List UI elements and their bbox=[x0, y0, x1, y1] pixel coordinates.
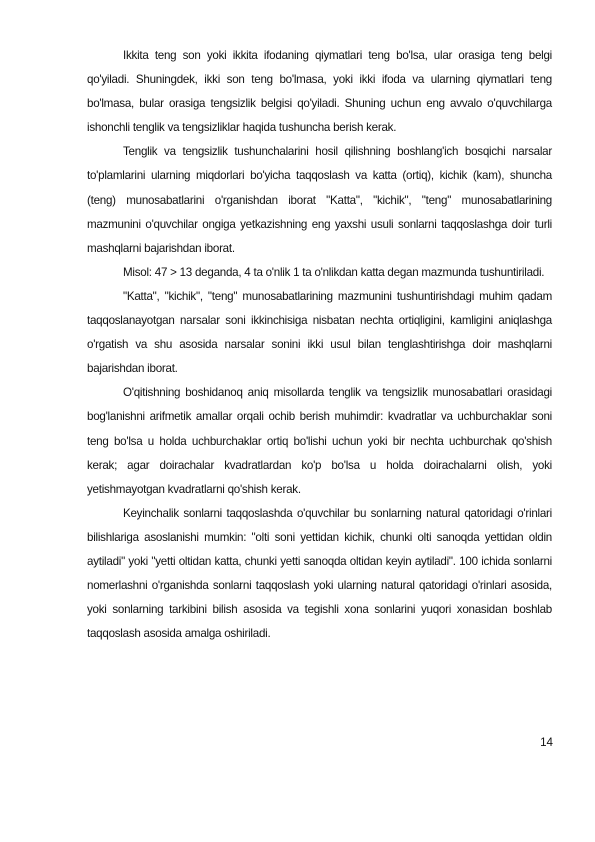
paragraph-4: "Katta", "kichik", "teng" munosabatlarining mazmunini tushuntirishdagi muhim qadam taqqoslanayotgan narsalar soni ikkinchisiga nisbatan nechta ortiqligini, kamligini aniqlashga o'rgatish va shu asosida narsalar sonini ikki usul bilan tenglashtirishga doir mashqlarni bajarishdan iborat. bbox=[87, 289, 552, 376]
paragraph-3: Misol: 47 > 13 deganda, 4 ta o'nlik 1 ta o'nlikdan katta degan mazmunda tushuntiriladi. bbox=[123, 265, 545, 279]
paragraph-1: Ikkita teng son yoki ikkita ifodaning qiymatlari teng bo'lsa, ular orasiga teng belgi qo'yiladi. Shuningdek, ikki son teng bo'lmasa, yoki ikki ifoda va ularning qiymatlari teng bo'lmasa, bular orasiga tengsizlik belgisi qo'yiladi. Shuning uchun eng avvalo o'quvchilarga ishonchli tenglik va tengsizliklar haqida tushuncha berish kerak. bbox=[87, 49, 552, 135]
page-number: 14 bbox=[540, 736, 553, 749]
paragraph-2: Tenglik va tengsizlik tushunchalarini hosil qilishning boshlang'ich bosqichi narsalar to'plamlarini ularning miqdorlari bo'yicha taqqoslash va katta (ortiq), kichik (kam), shuncha (teng) munosabatlarini o'rganishdan iborat "Katta", "kichik", "teng" munosabatlarining mazmunini o'quvchilar ongiga yetkazishning eng yaxshi usuli sonlarni taqqoslashga doir turli mashqlarni bajarishdan iborat. bbox=[87, 145, 552, 255]
page-body bbox=[87, 44, 552, 646]
paragraph-5: O'qitishning boshidanoq aniq misollarda tenglik va tengsizlik munosabatlari orasidagi bog'lanishni arifmetik amallar orqali ochib berish muhimdir: kvadratlar va uchburchaklar soni teng bo'lsa u holda uchburchaklar ortiq bo'lishi uchun yoki bir nechta uchburchak qo'shish kerak; agar doirachalar kvadratlardan ko'p bo'lsa u holda doirachalarni olish, yoki yetishmayotgan kvadratlarni qo'shish kerak. bbox=[87, 386, 552, 496]
paragraph-6: Keyinchalik sonlarni taqqoslashda o'quvchilar bu sonlarning natural qatoridagi o'rinlari bilishlariga asoslanishi mumkin: "olti soni yettidan kichik, chunki olti sanoqda yettidan oldin aytiladi" yoki "yetti oltidan katta, chunki yetti sanoqda oltidan keyin aytiladi". 100 ichida sonlarni nomerlashni o'rganishda sonlarni taqqoslash yoki ularning natural qatoridagi o'rinlari asosida, yoki sonlarning tarkibini bilish asosida va tegishli xona sonlarini yuqori xonasidan boshlab taqqoslash asosida amalga oshiriladi. bbox=[87, 506, 552, 641]
